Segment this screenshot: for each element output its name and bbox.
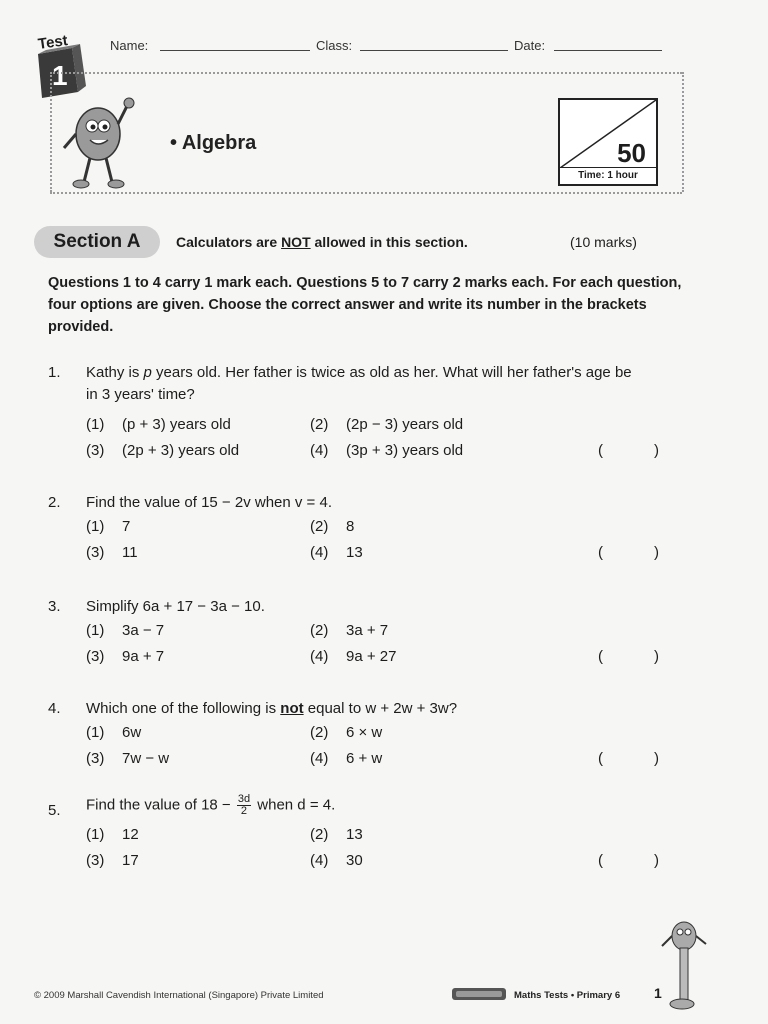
topic-title: • Algebra: [170, 132, 257, 154]
option-number: (3): [86, 852, 105, 869]
fraction: $\frac{3d}{2}$: [237, 793, 251, 817]
calculator-note: Calculators are NOT allowed in this section.: [176, 234, 468, 250]
question-number: 1.: [48, 364, 61, 381]
option-text[interactable]: (p + 3) years old: [122, 416, 231, 433]
section-instructions: Questions 1 to 4 carry 1 mark each. Questions 5 to 7 carry 2 marks each. For each question, four options are given. Choose the correct answer and write its number in the brackets provided.: [48, 275, 682, 335]
answer-bracket-open: (: [598, 750, 603, 767]
answer-field[interactable]: [606, 440, 652, 460]
date-label: Date:: [514, 38, 546, 53]
option-text[interactable]: 3a − 7: [122, 622, 165, 639]
option-number: (4): [310, 648, 329, 665]
answer-field[interactable]: [606, 748, 652, 768]
answer-field[interactable]: [606, 646, 652, 666]
option-text[interactable]: 6w: [122, 724, 142, 741]
option-text[interactable]: 17: [122, 852, 139, 869]
option-text[interactable]: 30: [346, 852, 363, 869]
option-text[interactable]: 6 × w: [346, 724, 383, 741]
option-number: (3): [86, 750, 105, 767]
class-label: Class:: [316, 38, 353, 53]
section-title: Section A: [34, 226, 160, 258]
question-text: Find the value of 18 − $\frac{3d}{2}$ when d = 4.: [86, 793, 336, 817]
monster-mascot-icon: [62, 96, 142, 192]
option-number: (3): [86, 442, 105, 459]
class-field[interactable]: [360, 36, 508, 51]
answer-bracket-open: (: [598, 648, 603, 665]
option-number: (2): [310, 724, 329, 741]
question-number: 4.: [48, 700, 61, 717]
option-number: (3): [86, 544, 105, 561]
answer-bracket-open: (: [598, 852, 603, 869]
test-word: Test: [36, 32, 69, 53]
small-monster-icon: [660, 916, 710, 1012]
question-text: Which one of the following is not equal to w + 2w + 3w?: [86, 700, 458, 717]
answer-bracket-close: ): [654, 544, 659, 561]
option-text[interactable]: 13: [346, 544, 363, 561]
option-text[interactable]: 3a + 7: [346, 622, 389, 639]
option-text[interactable]: (3p + 3) years old: [346, 442, 464, 459]
option-number: (1): [86, 826, 105, 843]
name-field[interactable]: [160, 36, 310, 51]
option-number: (2): [310, 826, 329, 843]
answer-bracket-open: (: [598, 442, 603, 459]
page-number: 1: [654, 985, 662, 1001]
option-number: (2): [310, 416, 329, 433]
banner-left-edge: [50, 72, 52, 192]
name-label: Name:: [110, 38, 149, 53]
question-text: Simplify 6a + 17 − 3a − 10.: [86, 598, 265, 615]
question-text: Find the value of 15 − 2v when v = 4.: [86, 494, 332, 511]
option-text[interactable]: 8: [346, 518, 355, 535]
test-number: 1: [52, 60, 68, 91]
answer-bracket-close: ): [654, 750, 659, 767]
question-number: 5.: [48, 802, 61, 819]
option-text[interactable]: 9a + 27: [346, 648, 397, 665]
total-marks-box: [558, 98, 658, 186]
answer-bracket-close: ): [654, 852, 659, 869]
option-number: (4): [310, 544, 329, 561]
option-text[interactable]: 12: [122, 826, 139, 843]
option-number: (1): [86, 622, 105, 639]
question-number: 2.: [48, 494, 61, 511]
time-label: Time: 1 hour: [560, 167, 656, 184]
question-text: Kathy is p years old. Her father is twice as old as her. What will her father's age be in 3 years' time?: [86, 364, 632, 403]
series-title: Maths Tests • Primary 6: [514, 990, 621, 1001]
option-text[interactable]: 6 + w: [346, 750, 383, 767]
option-number: (1): [86, 416, 105, 433]
option-text[interactable]: 11: [122, 544, 138, 561]
option-number: (2): [310, 622, 329, 639]
series-logo-icon: [452, 986, 508, 1002]
answer-field[interactable]: [606, 542, 652, 562]
option-text[interactable]: 13: [346, 826, 363, 843]
option-number: (1): [86, 518, 105, 535]
option-number: (4): [310, 852, 329, 869]
option-text[interactable]: 7: [122, 518, 131, 535]
banner-right-edge: [682, 72, 684, 192]
option-number: (3): [86, 648, 105, 665]
option-text[interactable]: (2p + 3) years old: [122, 442, 240, 459]
option-number: (4): [310, 750, 329, 767]
answer-field[interactable]: [606, 850, 652, 870]
option-number: (2): [310, 518, 329, 535]
answer-bracket-close: ): [654, 648, 659, 665]
total-marks: 50: [617, 138, 646, 168]
question-number: 3.: [48, 598, 61, 615]
option-text[interactable]: 7w − w: [122, 750, 170, 767]
option-number: (4): [310, 442, 329, 459]
section-marks: (10 marks): [570, 234, 637, 250]
answer-bracket-open: (: [598, 544, 603, 561]
option-text[interactable]: 9a + 7: [122, 648, 165, 665]
option-number: (1): [86, 724, 105, 741]
date-field[interactable]: [554, 36, 662, 51]
copyright-notice: © 2009 Marshall Cavendish International (Singapore) Private Limited: [34, 990, 324, 1001]
option-text[interactable]: (2p − 3) years old: [346, 416, 464, 433]
answer-bracket-close: ): [654, 442, 659, 459]
